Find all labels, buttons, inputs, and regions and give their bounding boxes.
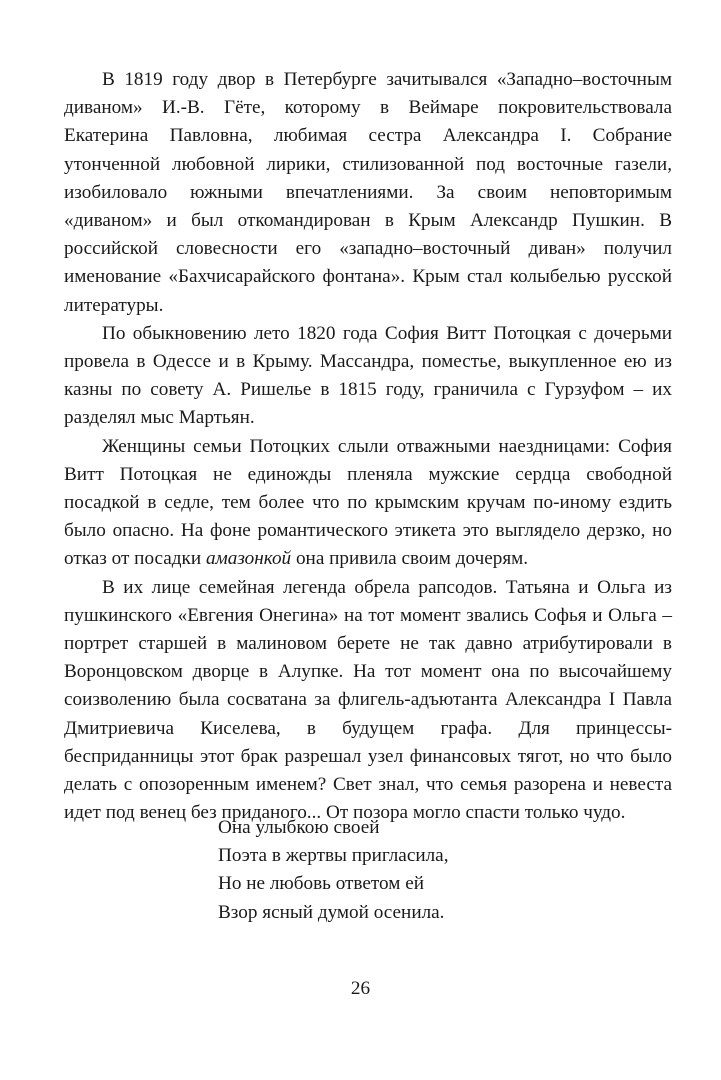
poem-quote [218,814,449,927]
paragraph-4-text: В их лице семейная легенда обрела рапсодов. Татьяна и Ольга из пушкинского «Евгения Онегина» на тот момент звались Софья и Ольга – портрет старшей в малиновом берете не так давно атрибутировали в Воронцовском дворце в Алупке. На тот момент она по высочайшему соизволению была сосватана за флигель-адъютанта Александра I Павла Дмитриевича Киселева, в будущем графа. Для принцессы-бесприданницы этот брак разрешал узел финансовых тягот, но что было делать с опозоренным именем? Свет знал, что семья разорена и невеста идет под венец без приданого... От позора могло спасти только чудо. [64,576,672,824]
paragraph-3 [64,433,672,574]
paragraph-2 [64,320,672,433]
poem-line-1: Она улыбкою своей [218,817,380,838]
paragraph-3-italic-word: амазонкой [205,548,292,570]
paragraph-1 [64,66,672,320]
paragraph-2-text: По обыкновению лето 1820 года София Витт Потоцкая с дочерьми провела в Одессе и в Крыму. Массандра, поместье, выкупленное ею из казны по совету А. Ришелье в 1815 году, граничила с Гурзуфом – их разделял мыс Мартьян. [64,322,672,429]
paragraph-3-text-b: она привила своим дочерям. [291,548,529,570]
paragraph-1-text: В 1819 году двор в Петербурге зачитывался «Западно–восточным диваном» И.-В. Гёте, которому в Веймаре покровительствовала Екатерина Павловна, любимая сестра Александра I. Собрание утонченной любовной лирики, стилизованной под восточные газели, изобиловало южными впечатлениями. За своим неповторимым «диваном» и был откомандирован в Крым Александр Пушкин. В российской словесности его «западно–восточный диван» получил именование «Бахчисарайского фонтана». Крым стал колыбелью русской литературы. [64,69,672,316]
page-number: 26 [350,978,371,999]
poem-line-2: Поэта в жертвы пригласила, [218,845,449,867]
poem-line-3: Но не любовь ответом ей [218,873,424,895]
poem-line-4: Взор ясный думой осенила. [218,901,445,923]
paragraph-4 [64,574,672,828]
paragraph-3-text-a: Женщины семьи Потоцких слыли отважными наездницами: София Витт Потоцкая не единожды пленяла мужские сердца свободной посадкой в седле, тем более что по крымским кручам по-иному ездить было опасно. На фоне романтического этикета это выглядело дерзко, но отказ от посадки [64,435,672,570]
body-text [64,66,672,827]
